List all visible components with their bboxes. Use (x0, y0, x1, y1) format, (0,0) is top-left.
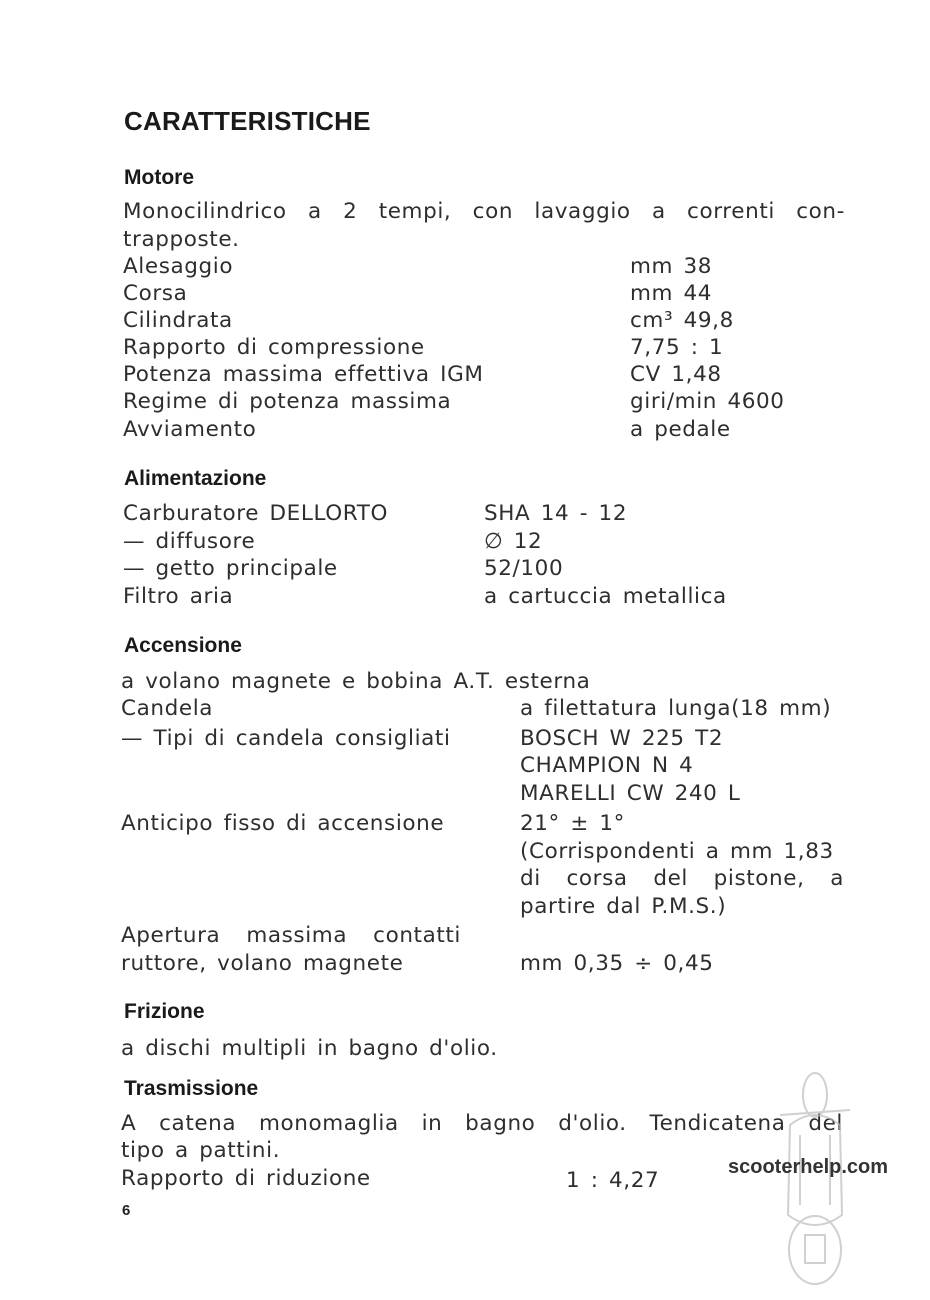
spec-value: mm 38 (630, 254, 713, 279)
spec-value: giri/min 4600 (630, 389, 785, 414)
spec-label: Anticipo fisso di accensione (121, 811, 445, 836)
section-heading-trasmissione: Trasmissione (124, 1077, 259, 1100)
page-title: CARATTERISTICHE (124, 106, 371, 136)
section-heading-motore: Motore (124, 166, 194, 189)
spec-label: Potenza massima effettiva IGM (123, 362, 484, 387)
spec-value: SHA 14 - 12 (484, 501, 628, 526)
accensione-desc: a volano magnete e bobina A.T. esterna (121, 669, 591, 694)
spec-label: Regime di potenza massima (123, 389, 452, 414)
spec-value: a filettatura lunga(18 mm) (520, 696, 832, 721)
spec-note: di corsa del pistone, a (520, 866, 844, 891)
spec-label: Filtro aria (123, 584, 234, 609)
spec-label: — Tipi di candela consigliati (121, 726, 451, 751)
spec-value: 52/100 (484, 556, 564, 581)
section-heading-frizione: Frizione (124, 1000, 205, 1023)
spec-label: Candela (121, 696, 214, 721)
spec-label: — diffusore (123, 529, 256, 554)
spec-label: Avviamento (123, 417, 257, 442)
spec-value: ∅ 12 (484, 529, 543, 554)
spec-value: 21° ± 1° (520, 811, 626, 836)
frizione-desc: a dischi multipli in bagno d'olio. (121, 1036, 498, 1061)
spec-label: Carburatore DELLORTO (123, 501, 389, 526)
spec-label: Rapporto di riduzione (121, 1166, 371, 1191)
spec-value: 1 : 4,27 (566, 1168, 660, 1193)
motore-desc-line1: Monocilindrico a 2 tempi, con lavaggio a correnti con- (123, 199, 845, 224)
spec-label: Corsa (123, 281, 188, 306)
page-number: 6 (122, 1202, 131, 1219)
spec-value: mm 0,35 ÷ 0,45 (520, 951, 714, 976)
spec-value: mm 44 (630, 281, 713, 306)
section-heading-alimentazione: Alimentazione (124, 467, 267, 490)
spec-value: CHAMPION N 4 (520, 753, 694, 778)
spec-value: a cartuccia metallica (484, 584, 727, 609)
spec-note: partire dal P.M.S.) (520, 894, 727, 919)
spec-label: Alesaggio (123, 254, 234, 279)
motore-desc-line2: trapposte. (123, 227, 240, 252)
spec-value: a pedale (630, 417, 731, 442)
spec-value: MARELLI CW 240 L (520, 781, 741, 806)
spec-value: CV 1,48 (630, 362, 722, 387)
spec-label: ruttore, volano magnete (121, 951, 404, 976)
watermark-text: scooterhelp.com (728, 1156, 889, 1178)
trasmissione-desc-line2: tipo a pattini. (121, 1138, 281, 1163)
spec-value: BOSCH W 225 T2 (520, 726, 724, 751)
section-heading-accensione: Accensione (124, 634, 242, 657)
spec-label: Cilindrata (123, 308, 233, 333)
spec-value: cm³ 49,8 (630, 308, 734, 333)
spec-label: — getto principale (123, 556, 338, 581)
trasmissione-desc-line1: A catena monomaglia in bagno d'olio. Tendicatena del (121, 1111, 843, 1136)
spec-value: 7,75 : 1 (630, 335, 724, 360)
spec-label: Apertura massima contatti (121, 923, 461, 948)
spec-note: (Corrispondenti a mm 1,83 (520, 839, 834, 864)
spec-label: Rapporto di compressione (123, 335, 425, 360)
